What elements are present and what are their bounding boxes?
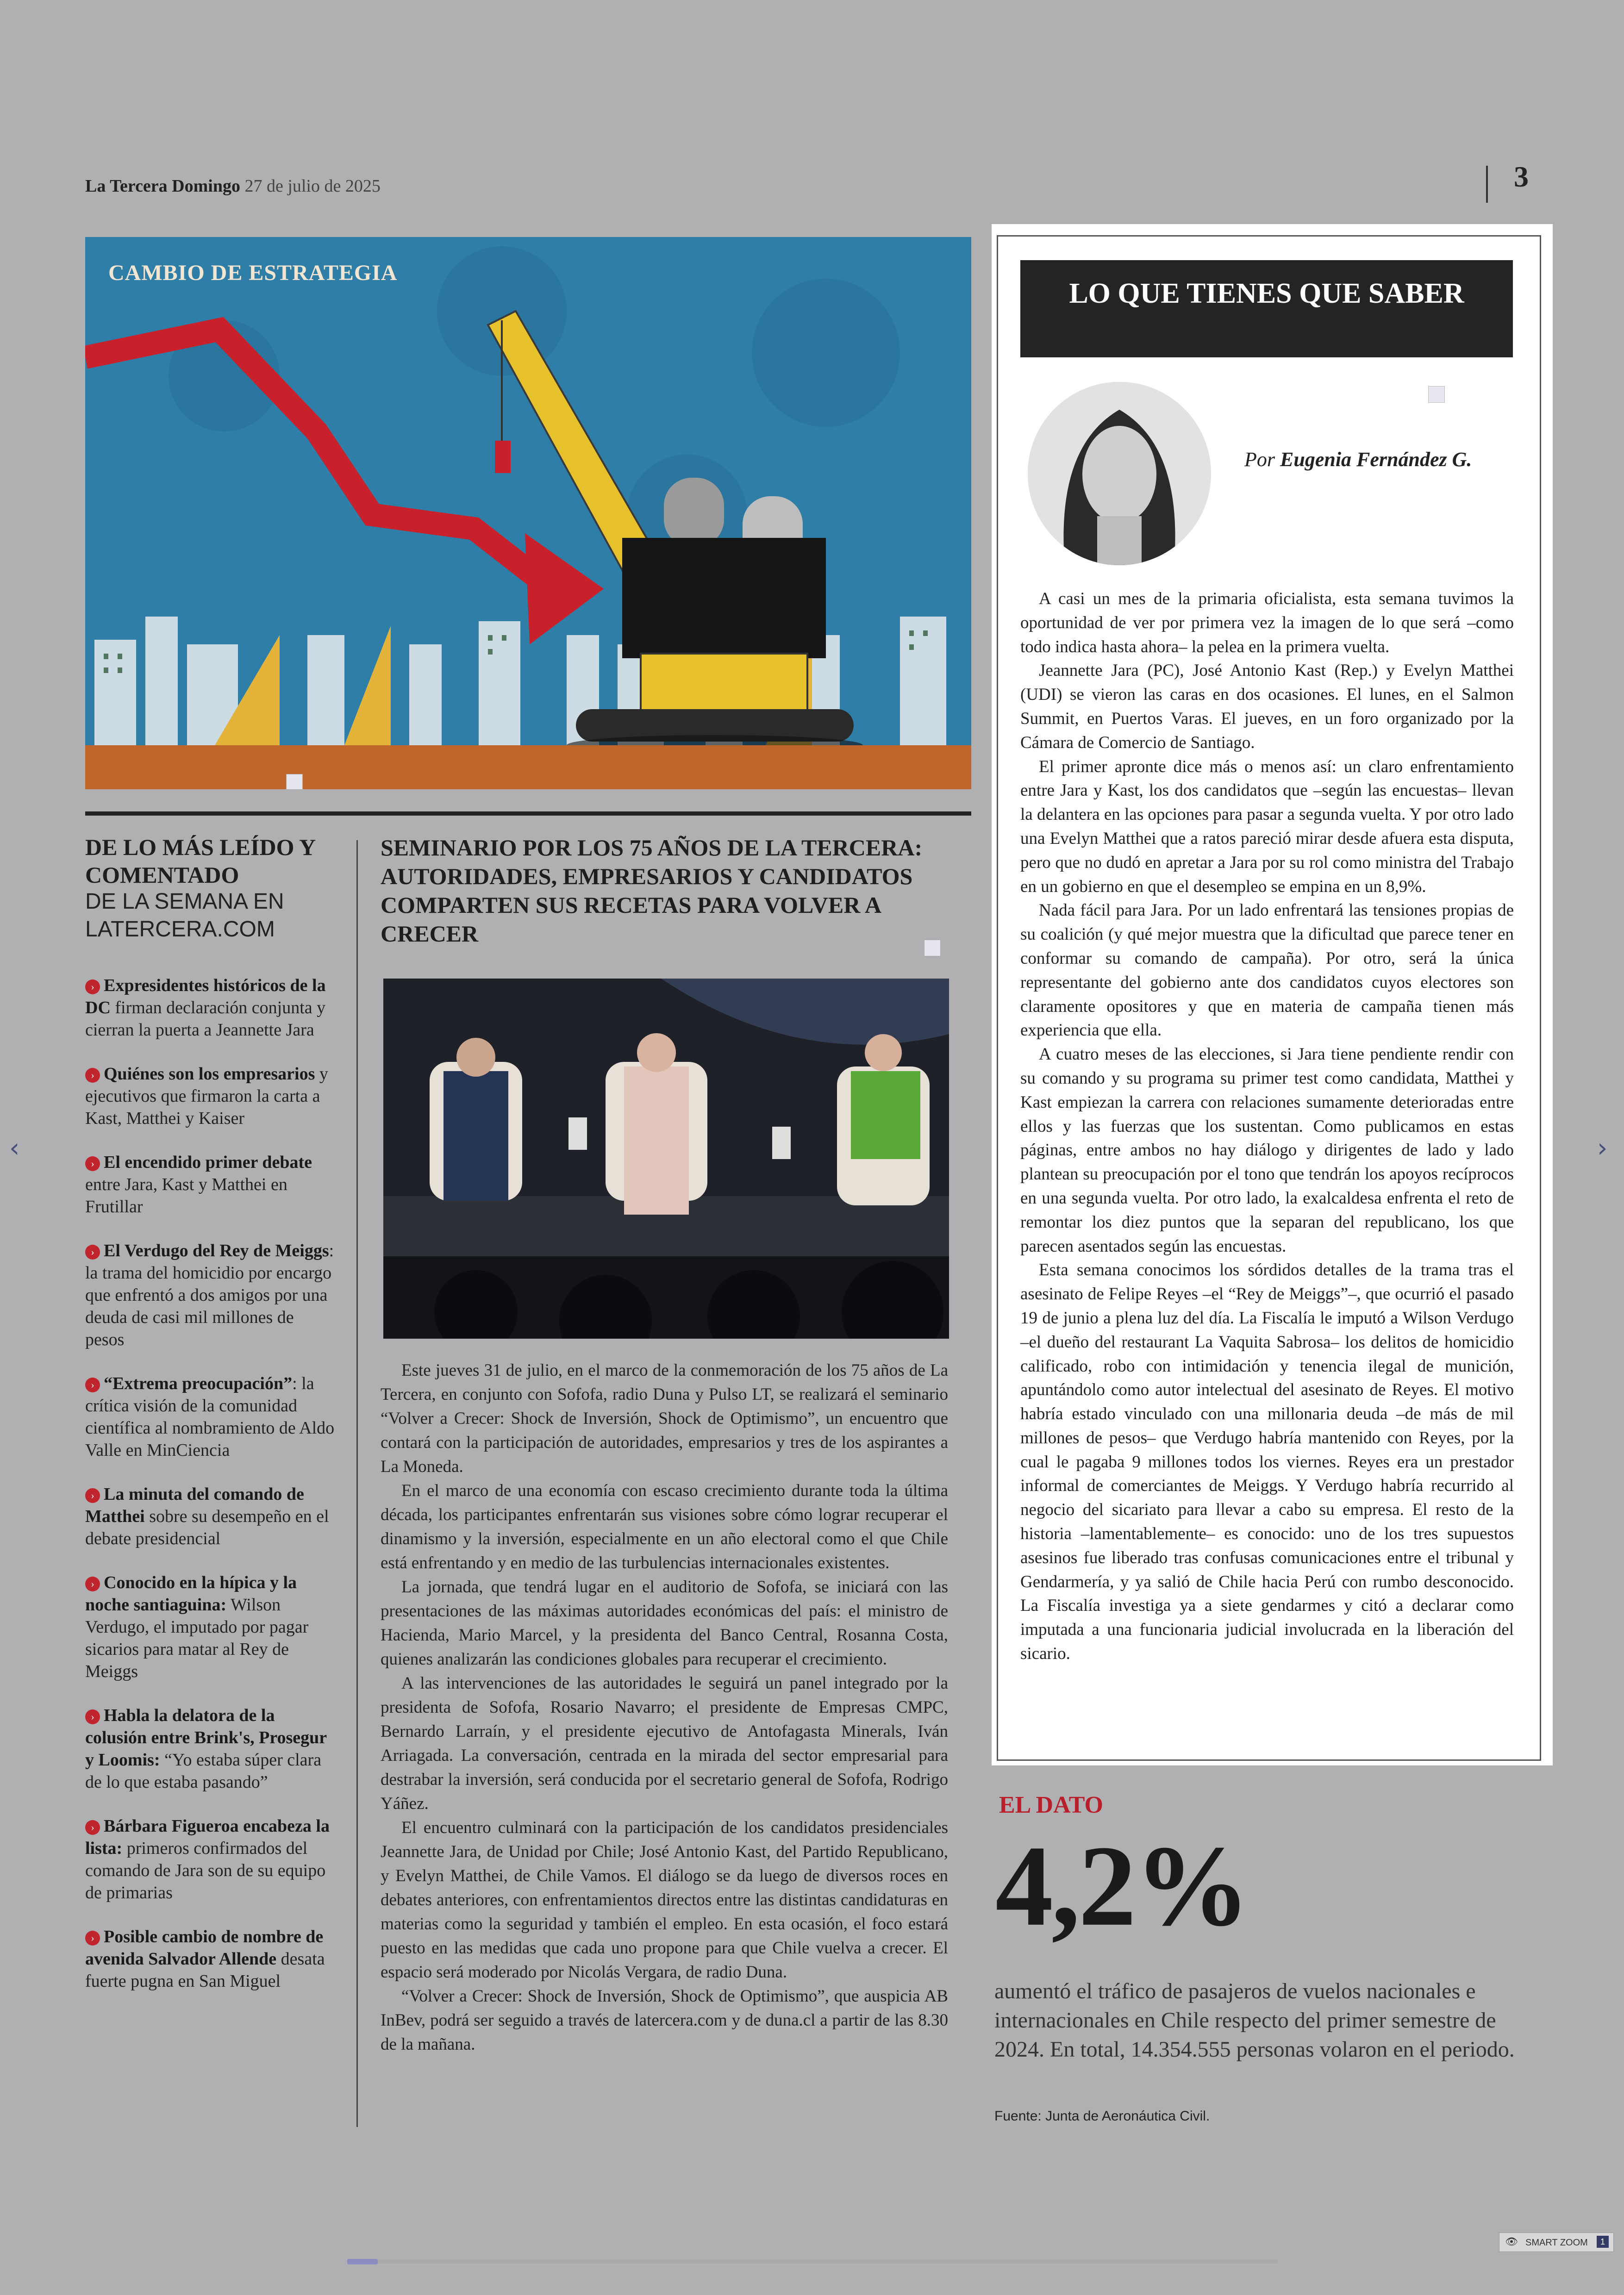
column-divider	[356, 840, 358, 2127]
arrow-bullet-icon: ›	[85, 979, 100, 994]
arrow-bullet-icon: ›	[85, 1577, 100, 1591]
item-headline: Quiénes son los empresarios	[104, 1064, 315, 1084]
paragraph: La jornada, que tendrá lugar en el auditorio de Sofofa, se iniciará con las presentaciones de las máximas autoridades económicas del país: el ministro de Hacienda, Mario Marcel, y la presidenta del Banco Central, Rosanna Costa, quienes analizarán las condiciones globales para recuperar el crecimiento.	[381, 1578, 948, 1669]
list-item[interactable]	[85, 1240, 335, 1351]
smart-zoom-count: 1	[1597, 2236, 1609, 2248]
arrow-bullet-icon: ›	[85, 1709, 100, 1724]
list-item[interactable]	[85, 1704, 335, 1793]
seminar-photo[interactable]	[383, 979, 949, 1339]
item-text: primeros confirmados del comando de Jara son de su equipo de primarias	[85, 1839, 326, 1902]
paragraph: A las intervenciones de las autoridades le seguirá un panel integrado por la presidenta de Sofofa, Rosario Navarro; el presidente de Empresas CMPC, Bernardo Larraín, y el presidente ejecutivo de Antofagasta Minerals, Iván Arriagada. La conversación, centrada en la mirada del sector empresarial para destrabar la inversión, será conducida por el secretario general de Sofofa, Rodrigo Yáñez.	[381, 1674, 948, 1813]
author-name: Eugenia Fernández G.	[1280, 448, 1472, 471]
list-item[interactable]	[85, 1151, 335, 1218]
item-headline: Conocido en la hípica y la noche santiaguina:	[85, 1573, 297, 1615]
arrow-bullet-icon: ›	[85, 1378, 100, 1392]
most-read-title: DE LO MÁS LEÍDO Y COMENTADO	[85, 834, 315, 888]
author-portrait[interactable]	[1028, 382, 1211, 565]
data-description: aumentó el tráfico de pasajeros de vuelos nacionales e internacionales en Chile respecto del primer semestre de 2024. En total, 14.354.555 personas volaron en el periodo.	[994, 1979, 1515, 2062]
item-headline: Expresidentes históricos de la DC	[85, 976, 326, 1017]
note-icon[interactable]	[286, 774, 303, 789]
data-value: 4,2%	[995, 1822, 1249, 1950]
paragraph: A casi un mes de la primaria oficialista, esta semana tuvimos la oportunidad de ver por primera vez la imagen de lo que será –como todo indica hasta ahora– la pelea en la primera vuelta.	[1020, 589, 1514, 656]
seminar-body	[381, 1359, 948, 2057]
item-headline: El Verdugo del Rey de Meiggs	[104, 1241, 329, 1260]
arrow-bullet-icon: ›	[85, 1820, 100, 1835]
illustration-caption: CAMBIO DE ESTRATEGIA	[108, 261, 398, 285]
list-item[interactable]	[85, 974, 335, 1041]
smart-zoom-button[interactable]	[1499, 2233, 1614, 2252]
column-banner-title: LO QUE TIENES QUE SABER	[1069, 278, 1464, 309]
data-label: EL DATO	[999, 1792, 1103, 1818]
masthead	[85, 176, 381, 196]
previous-page-icon[interactable]: ‹	[9, 1133, 20, 1163]
list-item[interactable]	[85, 1372, 335, 1461]
item-headline: Bárbara Figueroa encabeza la lista:	[85, 1816, 330, 1858]
list-item[interactable]	[85, 1572, 335, 1683]
paragraph: Nada fácil para Jara. Por un lado enfrentará las tensiones propias de su coalición (y qué mejor muestra que la dificultad que parece tener en conformar su comando de campaña). Por otro, será la única representante del gobierno ante dos candidatos cuyos electores son claramente opositores y que en materia de campaña tienen más experiencia que ella.	[1020, 901, 1514, 1040]
paragraph: Jeannette Jara (PC), José Antonio Kast (Rep.) y Evelyn Matthei (UDI) se vieron las caras en dos ocasiones. El lunes, en el Salmon Summit, en Puertos Varas. El jueves, en un foro organizado por la Cámara de Comercio de Santiago.	[1020, 661, 1514, 752]
item-text: entre Jara, Kast y Matthei en Frutillar	[85, 1175, 287, 1216]
list-item[interactable]	[85, 1483, 335, 1550]
column-body	[1020, 587, 1514, 1666]
paragraph: El encuentro culminará con la participación de los candidatos presidenciales Jeannette Jara, de Unidad por Chile; José Antonio Kast, del Partido Republicano, y Evelyn Matthei, de Chile Vamos. El diálogo se da luego de diversos roces en debates anteriores, con enfrentamientos directos entre las distintas candidaturas en materias como la seguridad y también el empleo. En esta ocasión, el foco estará puesto en las medidas que cada uno propone para que Chile vuelva a crecer. El espacio será moderado por Nicolás Vergara, de radio Duna.	[381, 1818, 948, 1982]
item-text: firman declaración conjunta y cierran la puerta a Jeannette Jara	[85, 998, 326, 1040]
arrow-bullet-icon: ›	[85, 1068, 100, 1083]
author-photo-graphic	[1028, 382, 1211, 565]
paragraph: Esta semana conocimos los sórdidos detalles de la trama tras el asesinato de Felipe Reyes –el “Rey de Meiggs”–, que ocurrió el pasado 19 de junio a plena luz del día. La Fiscalía le imputó a Wilson Verdugo –el dueño del restaurant La Vaquita Sabrosa– los delitos de homicidio calificado, robo con intimidación y tenencia ilegal de munición, apuntándolo como autor intelectual del asesinato de Reyes. El motivo habría estado vinculado con una millonaria deuda –de más de mil millones de pesos– que Verdugo habría mantenido con Reyes, por la cual le pagaba 9 millones todos los viernes. Reyes era un prestador informal de comerciantes de Meiggs. Y Verdugo habría recurrido al negocio del sicariato para llevar a cabo su empresa. El resto de la historia –lamentablemente– es conocido: uno de los tres supuestos asesinos fue liberado tras confusas comunicaciones entre el tribunal y Gendarmería, y ya salió de Chile hacia Perú con rumbo desconocido. La Fiscalía investiga ya a siete gendarmes y citó a declarar como imputada a una funcionaria judicial involucrada en la liberación del sicario.	[1020, 1260, 1514, 1664]
item-text: Wilson Verdugo, el imputado por pagar sicarios para matar al Rey de Meiggs	[85, 1595, 309, 1681]
item-text: “Yo estaba súper clara de lo que estaba pasando”	[85, 1750, 322, 1792]
item-text: sobre su desempeño en el debate presidencial	[85, 1507, 329, 1548]
seminar-headline: SEMINARIO POR LOS 75 AÑOS DE LA TERCERA: AUTORIDADES, EMPRESARIOS Y CANDIDATOS COMPARTEN SUS RECETAS PARA VOLVER A CRECER	[381, 835, 923, 947]
note-icon[interactable]	[1428, 386, 1445, 403]
item-headline: La minuta del comando de Matthei	[85, 1484, 304, 1526]
arrow-bullet-icon: ›	[85, 1488, 100, 1503]
page-number-divider	[1486, 166, 1488, 203]
smart-zoom-label: SMART ZOOM	[1525, 2238, 1588, 2248]
most-read-subtitle: DE LA SEMANA EN LATERCERA.COM	[85, 889, 284, 942]
byline-prefix: Por	[1244, 448, 1275, 471]
list-item[interactable]	[85, 1926, 335, 1992]
item-headline: El encendido primer debate	[104, 1153, 312, 1172]
item-text: : la crítica visión de la comunidad científica al nombramiento de Aldo Valle en MinCiencia	[85, 1374, 335, 1460]
section-separator	[85, 811, 971, 816]
arrow-bullet-icon: ›	[85, 1931, 100, 1946]
item-headline: Habla la delatora de la colusión entre Brink's, Prosegur y Loomis:	[85, 1706, 327, 1770]
publication-date: 27 de julio de 2025	[244, 176, 381, 196]
list-item[interactable]	[85, 1063, 335, 1129]
page-number: 3	[1514, 160, 1529, 193]
arrow-bullet-icon: ›	[85, 1156, 100, 1171]
panel-photo-graphic	[383, 979, 949, 1339]
column-byline	[1244, 447, 1472, 472]
paragraph: Este jueves 31 de julio, en el marco de la conmemoración de los 75 años de La Tercera, en conjunto con Sofofa, radio Duna y Pulso LT, se realizará el seminario “Volver a Crecer: Shock de Inversión, Shock de Optimismo”, un encuentro que contará con la participación de autoridades, empresarios y tres de los aspirantes a La Moneda.	[381, 1361, 948, 1476]
item-headline: “Extrema preocupación”	[104, 1374, 293, 1393]
strategy-illustration[interactable]	[85, 237, 971, 789]
most-read-list	[85, 974, 335, 2014]
paragraph: En el marco de una economía con escaso crecimiento durante toda la última década, los participantes enfrentarán sus visiones sobre cómo lograr recuperar el dinamismo y la inversión, especialmente en un año electoral como el que Chile está enfrentando y en medio de las turbulencias internacionales existentes.	[381, 1481, 948, 1572]
page-scroll-thumb[interactable]	[347, 2259, 378, 2264]
arrow-bullet-icon: ›	[85, 1245, 100, 1260]
note-icon[interactable]	[924, 940, 941, 956]
item-text: y ejecutivos que firmaron la carta a Kast, Matthei y Kaiser	[85, 1064, 328, 1128]
paragraph: El primer apronte dice más o menos así: un claro enfrentamiento entre Jara y Kast, los dos candidatos que –según las encuestas– llevan la delantera en las opciones para pasar a segunda vuelta. Y por otro lado una Evelyn Matthei que a ratos pareció mirar desde afuera esta disputa, pero que no dudó en apretar a Jara por su rol como ministra del Trabajo en un gobierno en que el desempleo se empina en un 8,9%.	[1020, 757, 1514, 896]
item-text: : la trama del homicidio por encargo que enfrentó a dos amigos por una deuda de casi mil millones de pesos	[85, 1241, 334, 1349]
data-source: Fuente: Junta de Aeronáutica Civil.	[994, 2108, 1210, 2124]
next-page-icon[interactable]: ›	[1597, 1133, 1608, 1163]
publication-name: La Tercera Domingo	[85, 176, 240, 196]
paragraph: A cuatro meses de las elecciones, si Jara tiene pendiente rendir con su comando y su programa su primer test como candidata, Matthei y Kast empiezan la carrera con relaciones sumamente deterioradas entre ellos y las fuerzas que los sustentan. Como publicamos en estas páginas, entre ambos no hay diálogo y dirigentes de lado y lado plantean su preocupación por el tono que tendrán los apoyos recíprocos en una segunda vuelta. Por otro lado, la exalcaldesa enfrenta el reto de remontar los diez puntos que la separan del republicano, los que parecen asentados según las encuestas.	[1020, 1045, 1514, 1256]
page-scroll-track[interactable]	[347, 2260, 1278, 2264]
list-item[interactable]	[85, 1815, 335, 1904]
crane-illustration-graphic	[85, 237, 971, 789]
item-headline: Posible cambio de nombre de avenida Salvador Allende	[85, 1927, 324, 1969]
column-banner	[1020, 260, 1513, 357]
eye-icon: 👁	[1505, 2236, 1518, 2247]
item-text: desata fuerte pugna en San Miguel	[85, 1949, 325, 1991]
paragraph: “Volver a Crecer: Shock de Inversión, Shock de Optimismo”, que auspicia AB InBev, podrá ser seguido a través de latercera.com y de duna.cl a partir de las 8.30 de la mañana.	[381, 1987, 948, 2054]
